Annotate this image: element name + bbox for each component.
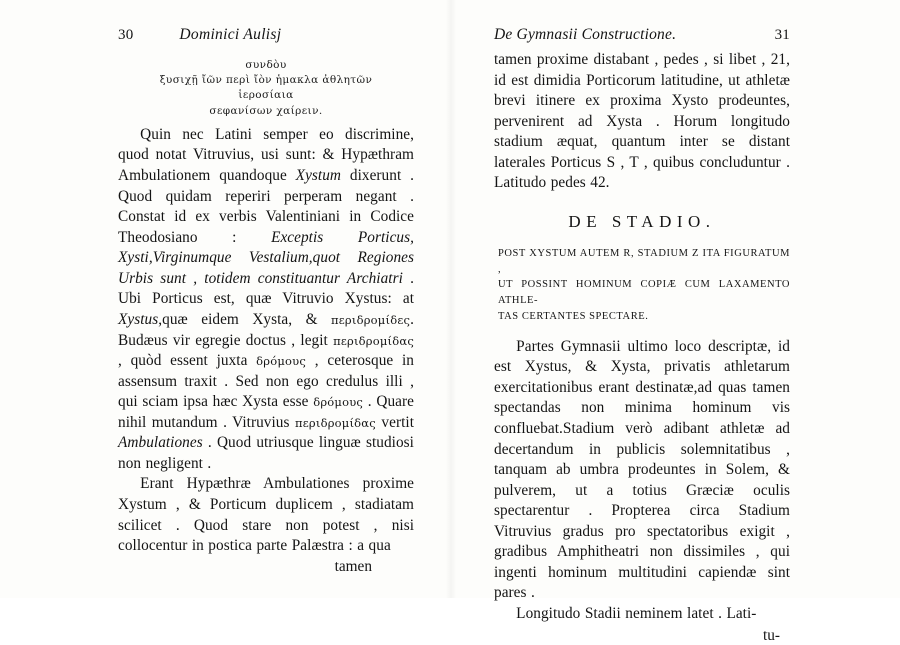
right-folio-number: 31 bbox=[774, 27, 790, 43]
left-body-text bbox=[118, 125, 414, 557]
greek-epigraph-line-2: ξυσιχῇ ἴῶν περὶ ἴὸν ἡμακλα ἀθλητῶν bbox=[159, 74, 373, 87]
greek-epigraph-line-3: ἱεροσίαια bbox=[238, 89, 294, 102]
greek-epigraph-line-1: συνδὸυ bbox=[245, 59, 287, 71]
section-heading: DE STADIO. bbox=[568, 211, 716, 231]
right-body-bottom bbox=[494, 337, 790, 625]
right-catchword: tu- bbox=[763, 626, 780, 644]
right-page-header bbox=[494, 26, 790, 48]
left-catchword: tamen bbox=[334, 557, 372, 575]
left-page-header bbox=[118, 26, 414, 48]
left-page bbox=[0, 0, 450, 598]
paragraph: Erant Hypæthræ Ambulationes proxime Xystum , & Porticum duplicem , stadiatam scilicet . Quod stare non potest , nisi collocentur in postica parte Palæstra : a qua bbox=[118, 475, 414, 555]
note-line-1: POST XYSTUM AUTEM R, STADIUM Z ITA FIGURATUM , bbox=[498, 247, 790, 275]
left-folio-number: 30 bbox=[118, 27, 134, 43]
left-running-title: Dominici Aulisj bbox=[179, 26, 282, 43]
greek-epigraph bbox=[118, 58, 414, 119]
greek-epigraph-line-4: σεφανίσων χαίρειν. bbox=[209, 104, 323, 117]
note-line-2: UT POSSINT HOMINUM COPIÆ CUM LAXAMENTO ATHLE- bbox=[498, 279, 790, 307]
right-body-top bbox=[494, 50, 790, 194]
paragraph: Partes Gymnasii ultimo loco descriptæ, id est Xystus, & Xysta, privatis athletarum exercitationibus erant destinatæ,ad quas tamen spectandas non minima hominum vis confluebat.Stadium verò adibant athletæ ad decertandum in publicis solemnitatibus , tanquam ab umbra prodeuntes in Solem, & pulverem, ut a totius Græciæ oculis spectarentur . Propterea circa Stadium Vitruvius gradus pro spectatoribus exigit , gradibus Amphitheatri non dissimiles , qui ingenti hominum multitudini capiendæ sint pares . bbox=[494, 337, 790, 602]
paragraph: Quin nec Latini semper eo discrimine, quod notat Vitruvius, usi sunt: & Hypæthram Ambulationem quandoque Xystum dixerunt . Quod quidam reperiri perperam negant . Constat id ex verbis Valentiniani in Codice Theodosiano : Exceptis Porticus, Xysti,Virginumque Vestalium,quot Regiones Urbis sunt , totidem constituantur Archiatri . Ubi Porticus est, quæ Vitruvio Xystus: at Xystus,quæ eidem Xysta, & περιδρομίδες. Budæus vir egregie doctus , legit περιδρομίδας , quòd essent juxta δρόμους , ceterosque in assensum traxit . Sed non ego credulus illi , qui sciam ipsa hæc Xysta esse δρόμους . Quare nihil mutandum . Vitruvius περιδρομίδας vertit Ambulationes . Quod utriusque linguæ studiosi non negligent . bbox=[118, 125, 414, 472]
right-running-title: De Gymnasii Constructione. bbox=[494, 26, 677, 43]
figure-caption-note bbox=[498, 246, 790, 325]
paragraph: tamen proxime distabant , pedes , si libet , 21, id est dimidia Porticorum latitudine, ut athletæ brevi itinere ex proxima Xysto prodeuntes, pervenirent ad Xysta . Horum longitudo stadium æquat, quantum inter se distant laterales Porticus S , T , quibus concluduntur . Latitudo pedes 42. bbox=[494, 51, 790, 192]
right-page bbox=[450, 0, 900, 644]
note-line-3: TAS CERTANTES SPECTARE. bbox=[498, 310, 649, 322]
paragraph: Longitudo Stadii neminem latet . Lati- bbox=[516, 605, 757, 622]
